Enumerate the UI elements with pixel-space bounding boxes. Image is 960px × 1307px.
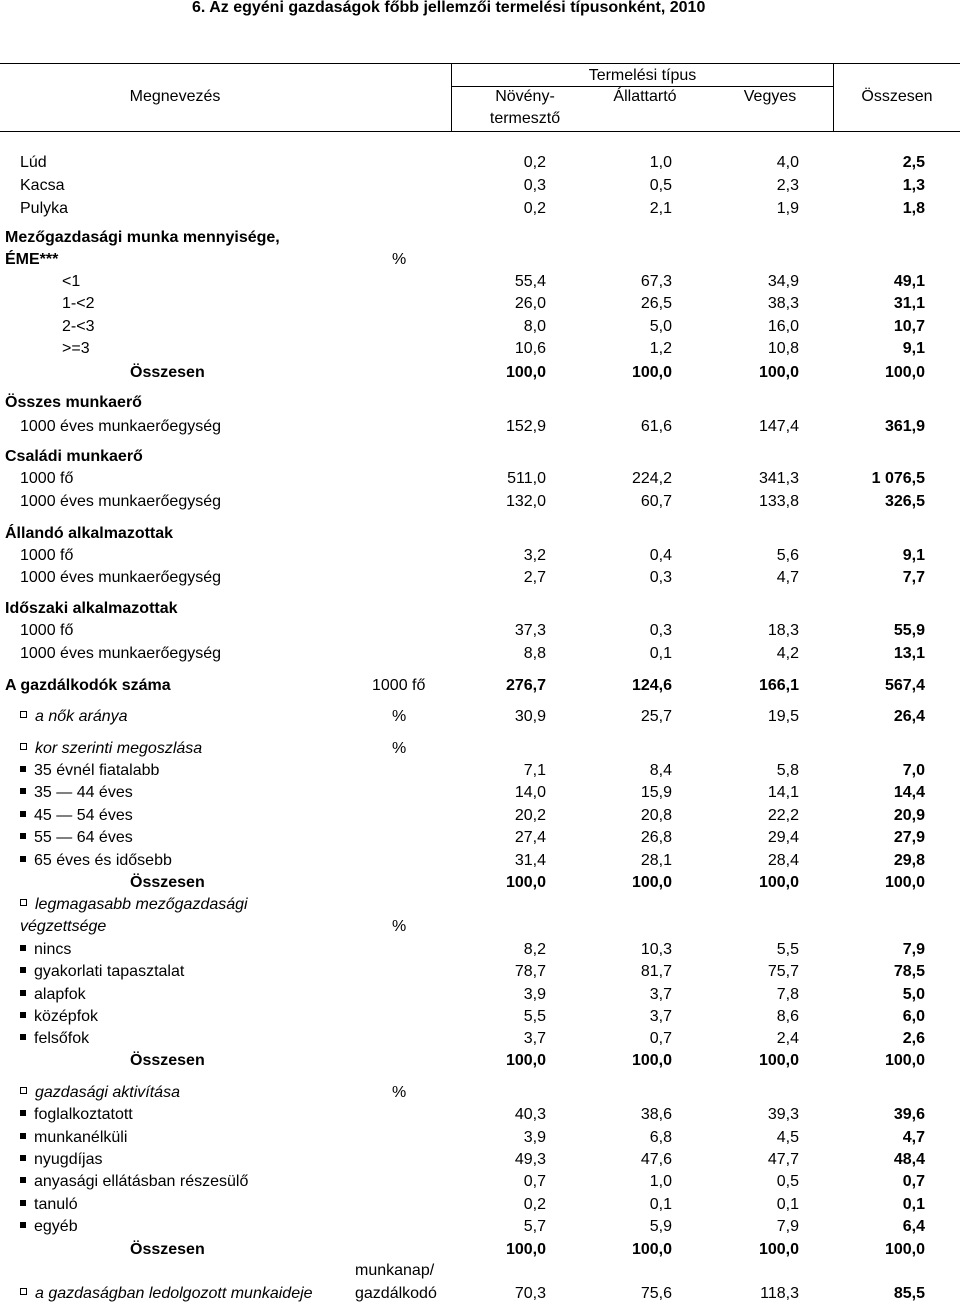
table-row <box>0 227 960 249</box>
page-title: 6. Az egyéni gazdaságok főbb jellemzői termelési típusonként, 2010 <box>192 0 706 16</box>
table-row <box>0 1082 960 1104</box>
cell-col1: 0,7 <box>523 1173 546 1190</box>
row-label: Összesen <box>130 1052 205 1069</box>
row-label: >=3 <box>62 340 90 357</box>
cell-col2: 5,0 <box>649 318 672 335</box>
cell-col4: 20,9 <box>893 807 925 824</box>
cell-col2: 61,6 <box>640 418 672 435</box>
cell-col4: 6,4 <box>902 1218 925 1235</box>
table-row <box>0 567 960 589</box>
cell-col4: 1,8 <box>902 200 925 217</box>
cell-col4: 1 076,5 <box>871 470 925 487</box>
cell-col2: 26,8 <box>640 829 672 846</box>
table-row <box>0 523 960 545</box>
cell-col2: 28,1 <box>640 852 672 869</box>
cell-col4: 0,7 <box>902 1173 925 1190</box>
table-row <box>0 620 960 642</box>
cell-col3: 166,1 <box>758 677 799 694</box>
cell-col1: 276,7 <box>505 677 546 694</box>
cell-col1: 26,0 <box>514 295 546 312</box>
cell-col4: 39,6 <box>893 1106 925 1123</box>
cell-col1: 55,4 <box>514 273 546 290</box>
cell-col1: 31,4 <box>514 852 546 869</box>
row-label: anyasági ellátásban részesülő <box>20 1171 248 1193</box>
row-label: végzettsége <box>20 918 107 935</box>
row-label: Összesen <box>130 874 205 891</box>
cell-col1: 30,9 <box>514 708 546 725</box>
cell-col2: 0,1 <box>649 645 672 662</box>
row-label: Összesen <box>130 1241 205 1258</box>
row-label: alapfok <box>20 984 86 1006</box>
cell-col4: 100,0 <box>884 1241 925 1258</box>
row-label: gyakorlati tapasztalat <box>20 961 184 983</box>
row-unit: % <box>392 740 407 757</box>
row-label: Pulyka <box>20 200 69 217</box>
cell-col1: 0,3 <box>523 177 546 194</box>
table-row <box>0 1006 960 1028</box>
cell-col4: 4,7 <box>902 1129 925 1146</box>
row-label: 1000 fő <box>20 470 74 487</box>
row-label: 35 évnél fiatalabb <box>20 760 159 782</box>
cell-col3: 2,3 <box>776 177 799 194</box>
row-label: Időszaki alkalmazottak <box>5 600 178 617</box>
cell-col3: 47,7 <box>767 1151 799 1168</box>
header-col3: Vegyes <box>743 88 797 105</box>
row-unit: % <box>392 1084 407 1101</box>
cell-col1: 8,0 <box>523 318 546 335</box>
table-row <box>0 152 960 174</box>
cell-col3: 1,9 <box>776 200 799 217</box>
cell-col4: 567,4 <box>884 677 925 694</box>
cell-col3: 4,0 <box>776 154 799 171</box>
cell-col1: 100,0 <box>505 874 546 891</box>
table-row <box>0 1127 960 1149</box>
row-unit: 1000 fő <box>372 677 426 694</box>
header-group: Termelési típus <box>588 67 697 84</box>
cell-col2: 124,6 <box>631 677 672 694</box>
row-label: nyugdíjas <box>20 1149 103 1171</box>
row-label: <1 <box>62 273 81 290</box>
row-label: ÉME*** <box>5 251 59 268</box>
cell-col4: 361,9 <box>884 418 925 435</box>
cell-col2: 81,7 <box>640 963 672 980</box>
cell-col3: 39,3 <box>767 1106 799 1123</box>
row-label: 45 — 54 éves <box>20 805 133 827</box>
table-row <box>0 416 960 438</box>
cell-col2: 38,6 <box>640 1106 672 1123</box>
row-label: tanuló <box>20 1194 78 1216</box>
table-row <box>0 1283 960 1305</box>
cell-col3: 2,4 <box>776 1030 799 1047</box>
row-label: 35 — 44 éves <box>20 782 133 804</box>
cell-col4: 85,5 <box>893 1285 925 1302</box>
cell-col2: 0,3 <box>649 622 672 639</box>
row-label: felsőfok <box>20 1028 89 1050</box>
cell-col1: 8,2 <box>523 941 546 958</box>
table-row <box>0 392 960 414</box>
table-row <box>0 362 960 384</box>
row-label: 1000 éves munkaerőegység <box>20 645 222 662</box>
row-label: Családi munkaerő <box>5 448 143 465</box>
cell-col2: 6,8 <box>649 1129 672 1146</box>
table-row <box>0 338 960 360</box>
table-row <box>0 643 960 665</box>
table-row <box>0 850 960 872</box>
cell-col3: 0,5 <box>776 1173 799 1190</box>
cell-col1: 152,9 <box>505 418 546 435</box>
table-row <box>0 249 960 271</box>
cell-col2: 1,0 <box>649 154 672 171</box>
cell-col2: 1,2 <box>649 340 672 357</box>
table-row <box>0 316 960 338</box>
header-name: Megnevezés <box>129 88 221 105</box>
cell-col4: 6,0 <box>902 1008 925 1025</box>
cell-col2: 0,4 <box>649 547 672 564</box>
row-label: 1000 éves munkaerőegység <box>20 493 222 510</box>
cell-col4: 0,1 <box>902 1196 925 1213</box>
cell-col4: 31,1 <box>893 295 925 312</box>
row-unit: % <box>392 708 407 725</box>
cell-col3: 75,7 <box>767 963 799 980</box>
cell-col3: 10,8 <box>767 340 799 357</box>
cell-col3: 4,2 <box>776 645 799 662</box>
table-row <box>0 961 960 983</box>
cell-col4: 1,3 <box>902 177 925 194</box>
cell-col4: 48,4 <box>893 1151 925 1168</box>
row-label: középfok <box>20 1006 98 1028</box>
row-label: 1000 fő <box>20 622 74 639</box>
cell-col1: 14,0 <box>514 784 546 801</box>
header-col4: Összesen <box>861 88 933 105</box>
cell-col1: 78,7 <box>514 963 546 980</box>
header-col1-a: Növény- <box>495 88 555 105</box>
cell-col4: 7,0 <box>902 762 925 779</box>
table-row <box>0 271 960 293</box>
table-row <box>0 1216 960 1238</box>
cell-col1: 3,9 <box>523 1129 546 1146</box>
table-row <box>0 1171 960 1193</box>
table-row <box>0 446 960 468</box>
row-label: egyéb <box>20 1216 78 1238</box>
cell-col1: 100,0 <box>505 1052 546 1069</box>
cell-col4: 14,4 <box>893 784 925 801</box>
table-row <box>0 872 960 894</box>
table-row <box>0 738 960 760</box>
cell-col1: 3,2 <box>523 547 546 564</box>
row-label: nincs <box>20 939 71 961</box>
row-label: 55 — 64 éves <box>20 827 133 849</box>
cell-col4: 78,5 <box>893 963 925 980</box>
row-label: a gazdaságban ledolgozott munkaideje <box>20 1283 313 1305</box>
cell-col1: 40,3 <box>514 1106 546 1123</box>
table-row <box>0 1028 960 1050</box>
cell-col3: 118,3 <box>760 1285 799 1302</box>
table-row <box>0 545 960 567</box>
cell-col1: 27,4 <box>514 829 546 846</box>
header-col2: Állattartó <box>613 88 677 105</box>
cell-col3: 14,1 <box>767 784 799 801</box>
cell-col2: 3,7 <box>649 1008 672 1025</box>
cell-col1: 0,2 <box>523 1196 546 1213</box>
row-label: gazdasági aktivítása <box>20 1082 180 1104</box>
cell-col4: 2,5 <box>902 154 925 171</box>
table-row <box>0 706 960 728</box>
cell-col2: 0,5 <box>649 177 672 194</box>
cell-col1: 10,6 <box>514 340 546 357</box>
row-label: foglalkoztatott <box>20 1104 133 1126</box>
cell-col3: 7,8 <box>776 986 799 1003</box>
cell-col3: 16,0 <box>767 318 799 335</box>
cell-col4: 26,4 <box>893 708 925 725</box>
cell-col4: 49,1 <box>893 273 925 290</box>
cell-col3: 133,8 <box>758 493 799 510</box>
row-label: munkanélküli <box>20 1127 127 1149</box>
cell-col3: 7,9 <box>776 1218 799 1235</box>
cell-col4: 326,5 <box>884 493 925 510</box>
cell-col4: 13,1 <box>893 645 925 662</box>
row-label: legmagasabb mezőgazdasági <box>20 894 248 916</box>
row-label: Kacsa <box>20 177 65 194</box>
cell-col1: 70,3 <box>514 1285 546 1302</box>
cell-col1: 0,2 <box>523 200 546 217</box>
cell-col3: 5,5 <box>776 941 799 958</box>
cell-col4: 7,7 <box>902 569 925 586</box>
cell-col2: 10,3 <box>640 941 672 958</box>
cell-col4: 27,9 <box>893 829 925 846</box>
cell-col1: 5,7 <box>523 1218 546 1235</box>
table-row <box>0 916 960 938</box>
row-label: Összes munkaerő <box>5 394 142 411</box>
row-label: 1000 éves munkaerőegység <box>20 569 222 586</box>
cell-col3: 38,3 <box>767 295 799 312</box>
cell-col1: 49,3 <box>514 1151 546 1168</box>
cell-col3: 0,1 <box>776 1196 799 1213</box>
table-row <box>0 491 960 513</box>
cell-col1: 0,2 <box>523 154 546 171</box>
cell-col2: 25,7 <box>640 708 672 725</box>
cell-col3: 29,4 <box>767 829 799 846</box>
cell-col1: 2,7 <box>523 569 546 586</box>
row-label: 1000 éves munkaerőegység <box>20 418 222 435</box>
cell-col3: 19,5 <box>767 708 799 725</box>
cell-col3: 18,3 <box>767 622 799 639</box>
cell-col2: 0,7 <box>649 1030 672 1047</box>
table-row <box>0 894 960 916</box>
row-label: 1000 fő <box>20 547 74 564</box>
row-unit: munkanap/ <box>355 1262 435 1279</box>
cell-col3: 100,0 <box>758 1241 799 1258</box>
table-row <box>0 939 960 961</box>
row-unit: % <box>392 918 407 935</box>
cell-col2: 100,0 <box>631 1052 672 1069</box>
cell-col4: 100,0 <box>884 874 925 891</box>
row-label: Összesen <box>130 364 205 381</box>
table-row <box>0 1149 960 1171</box>
cell-col3: 147,4 <box>758 418 799 435</box>
row-unit: gazdálkodó <box>355 1285 437 1302</box>
cell-col3: 341,3 <box>758 470 799 487</box>
table-row <box>0 598 960 620</box>
cell-col3: 100,0 <box>758 874 799 891</box>
cell-col4: 100,0 <box>884 1052 925 1069</box>
cell-col4: 55,9 <box>893 622 925 639</box>
table-row <box>0 805 960 827</box>
cell-col3: 28,4 <box>767 852 799 869</box>
cell-col4: 7,9 <box>902 941 925 958</box>
cell-col1: 100,0 <box>505 364 546 381</box>
cell-col3: 4,7 <box>776 569 799 586</box>
cell-col2: 2,1 <box>649 200 672 217</box>
cell-col2: 100,0 <box>631 364 672 381</box>
cell-col3: 100,0 <box>758 1052 799 1069</box>
cell-col1: 7,1 <box>523 762 546 779</box>
cell-col2: 15,9 <box>640 784 672 801</box>
table-row <box>0 984 960 1006</box>
cell-col2: 47,6 <box>640 1151 672 1168</box>
cell-col3: 22,2 <box>767 807 799 824</box>
cell-col1: 132,0 <box>505 493 546 510</box>
table-row <box>0 175 960 197</box>
cell-col3: 34,9 <box>767 273 799 290</box>
cell-col1: 3,7 <box>523 1030 546 1047</box>
table-row <box>0 782 960 804</box>
cell-col2: 5,9 <box>649 1218 672 1235</box>
cell-col4: 9,1 <box>902 547 925 564</box>
cell-col1: 3,9 <box>523 986 546 1003</box>
row-label: 1-<2 <box>62 295 95 312</box>
cell-col3: 100,0 <box>758 364 799 381</box>
cell-col2: 224,2 <box>631 470 672 487</box>
cell-col3: 4,5 <box>776 1129 799 1146</box>
cell-col4: 5,0 <box>902 986 925 1003</box>
table-row <box>0 827 960 849</box>
row-label: A gazdálkodók száma <box>5 677 171 694</box>
cell-col3: 8,6 <box>776 1008 799 1025</box>
cell-col2: 3,7 <box>649 986 672 1003</box>
table-row <box>0 760 960 782</box>
table-row <box>0 1194 960 1216</box>
table-row <box>0 1050 960 1072</box>
cell-col2: 8,4 <box>649 762 672 779</box>
row-label: Lúd <box>20 154 47 171</box>
table-row <box>0 1104 960 1126</box>
row-unit: % <box>392 251 407 268</box>
cell-col4: 10,7 <box>893 318 925 335</box>
cell-col1: 37,3 <box>514 622 546 639</box>
cell-col3: 5,8 <box>776 762 799 779</box>
table-row <box>0 675 960 697</box>
table-row <box>0 198 960 220</box>
row-label: Állandó alkalmazottak <box>5 525 174 542</box>
cell-col3: 5,6 <box>776 547 799 564</box>
cell-col1: 100,0 <box>505 1241 546 1258</box>
cell-col1: 8,8 <box>523 645 546 662</box>
row-label: kor szerinti megoszlása <box>20 738 202 760</box>
cell-col2: 0,1 <box>649 1196 672 1213</box>
cell-col4: 100,0 <box>884 364 925 381</box>
cell-col2: 26,5 <box>640 295 672 312</box>
cell-col1: 511,0 <box>507 470 546 487</box>
cell-col2: 75,6 <box>640 1285 672 1302</box>
cell-col2: 100,0 <box>631 1241 672 1258</box>
cell-col2: 67,3 <box>640 273 672 290</box>
cell-col2: 20,8 <box>640 807 672 824</box>
row-label: 65 éves és idősebb <box>20 850 172 872</box>
cell-col4: 29,8 <box>893 852 925 869</box>
cell-col2: 1,0 <box>649 1173 672 1190</box>
cell-col2: 60,7 <box>640 493 672 510</box>
cell-col2: 0,3 <box>649 569 672 586</box>
table-row <box>0 1239 960 1261</box>
table-row <box>0 1260 960 1282</box>
row-label: Mezőgazdasági munka mennyisége, <box>5 229 280 246</box>
row-label: a nők aránya <box>20 706 128 728</box>
row-label: 2-<3 <box>62 318 95 335</box>
table-header <box>0 63 960 132</box>
cell-col1: 5,5 <box>523 1008 546 1025</box>
table-row <box>0 293 960 315</box>
cell-col4: 9,1 <box>902 340 925 357</box>
cell-col2: 100,0 <box>631 874 672 891</box>
cell-col4: 2,6 <box>902 1030 925 1047</box>
header-col1-b: termesztő <box>489 110 561 127</box>
table-row <box>0 468 960 490</box>
cell-col1: 20,2 <box>514 807 546 824</box>
